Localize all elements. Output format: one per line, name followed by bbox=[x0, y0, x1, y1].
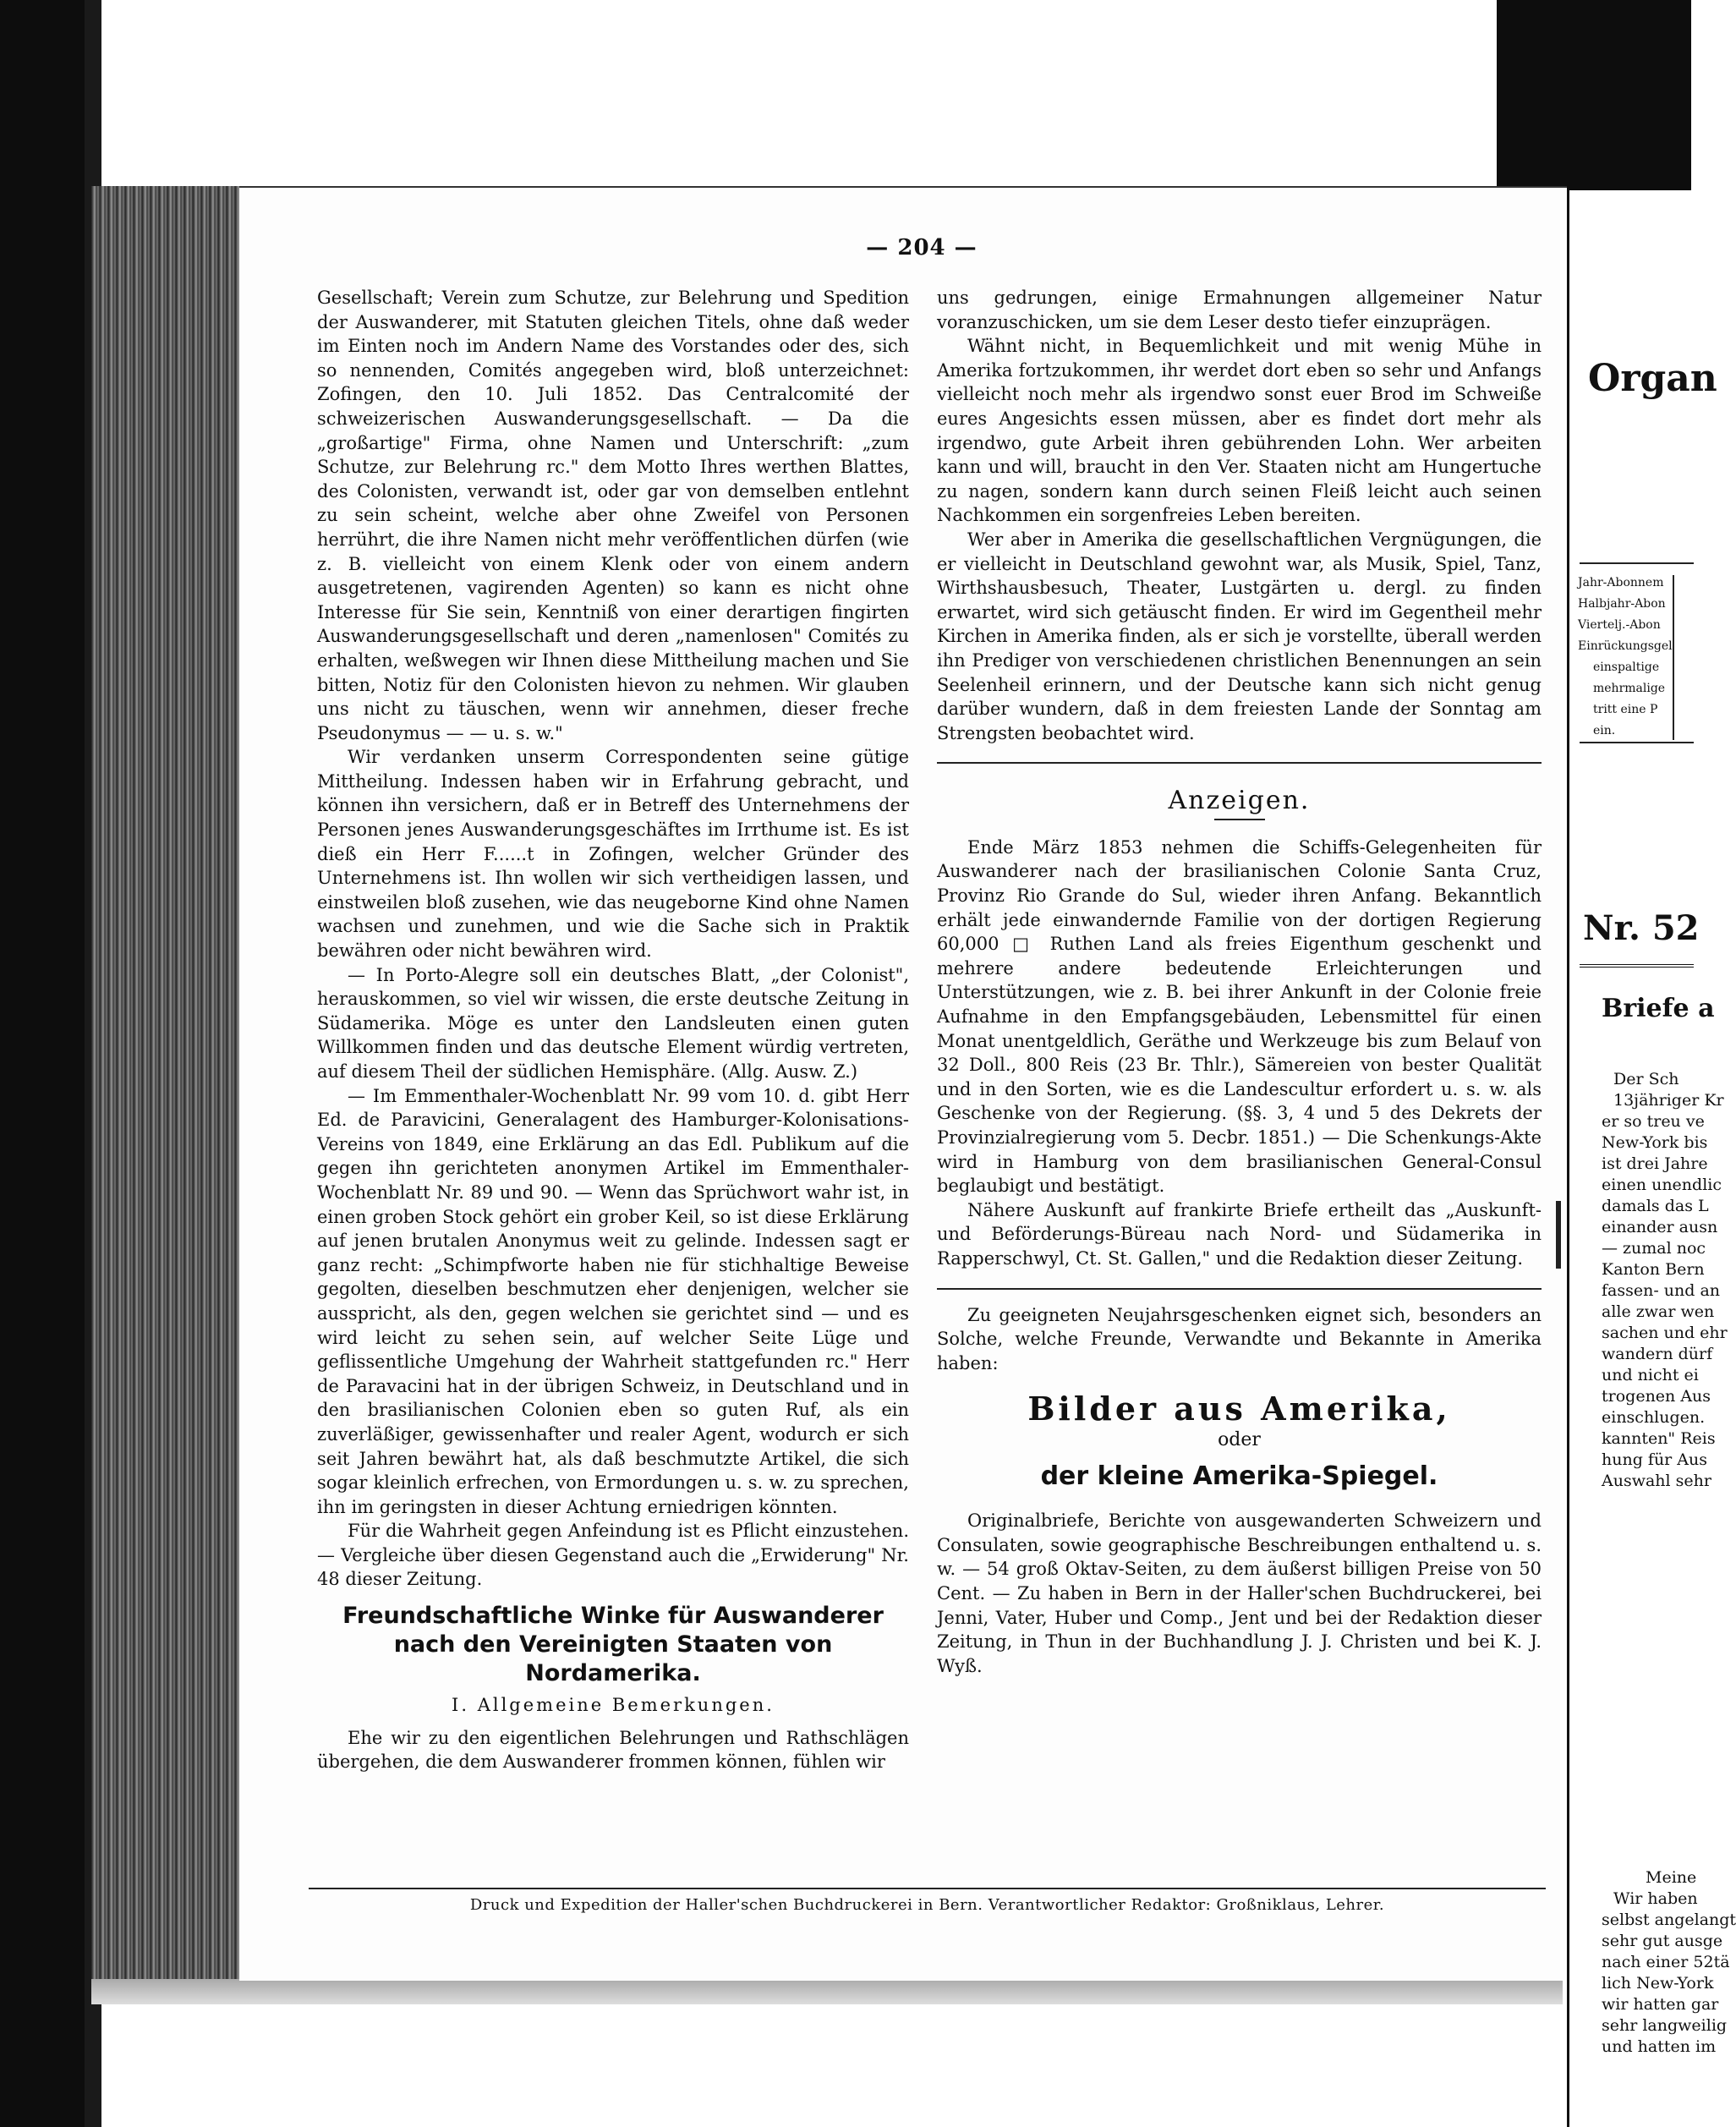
body-line: selbst angelangt bbox=[1602, 1910, 1736, 1929]
body-line: Wir haben bbox=[1613, 1889, 1698, 1908]
issue-divider bbox=[1580, 964, 1694, 968]
body-line: 13jähriger Kr bbox=[1613, 1091, 1724, 1110]
body-line: alle zwar wen bbox=[1602, 1302, 1715, 1321]
body-line: Auswahl sehr bbox=[1602, 1472, 1711, 1490]
scan-artifact bbox=[1556, 1201, 1561, 1269]
page-number: — 204 — bbox=[866, 235, 978, 260]
article-paragraph: — In Porto-Alegre soll ein deutsches Blatt, „der Colonist", herauskommen, so viel wir wissen, die erste deutsche Zeitung in Südamerika. Möge es unter den Landsleuten einen guten Willkommen finden und das deutsche Element würdig vertreten, auf diesem Theil der südlichen Hemisphäre. (Allg. Ausw. Z.) bbox=[317, 964, 909, 1082]
article-title-fragment: Briefe a bbox=[1602, 994, 1715, 1023]
book-description: Originalbriefe, Berichte von ausgewanderten Schweizern und Consulaten, sowie geographische Beschreibungen enthaltend u. s. w. — 54 groß Oktav-Seiten, zu dem äußerst billigen Preise von 50 Cent. — Zu haben in Bern in der Haller'schen Buchdruckerei, bei Jenni, Vater, Huber und Comp., Jent und bei der Redaktion dieser Zeitung, in Thun in der Buchhandlung J. J. Christen und bei K. J. Wyß. bbox=[937, 1510, 1542, 1676]
body-line: hung für Aus bbox=[1602, 1450, 1708, 1469]
article-heading: Freundschaftliche Winke für Auswanderer nach den Vereinigten Staaten von Nordamerika. bbox=[342, 1603, 884, 1687]
body-line: sehr langweilig bbox=[1602, 2016, 1728, 2035]
issue-number: Nr. 52 bbox=[1583, 908, 1700, 948]
footer-divider bbox=[309, 1888, 1546, 1889]
body-line: damals das L bbox=[1602, 1197, 1709, 1215]
price-line: Halbjahr-Abon bbox=[1578, 597, 1666, 611]
right-column bbox=[937, 286, 1542, 1678]
body-line: wandern dürf bbox=[1602, 1345, 1713, 1363]
scan-dark-margin bbox=[0, 0, 85, 2127]
section-divider bbox=[937, 1288, 1542, 1290]
left-column bbox=[317, 286, 909, 1774]
price-line: mehrmalige bbox=[1593, 682, 1666, 695]
article-paragraph: Wähnt nicht, in Bequemlichkeit und mit wenig Mühe in Amerika fortzukommen, ihr werdet dort eben so sehr und Anfangs vielleicht noch mehr als irgendwo sonst euer Brod im Schweiße eures Angesichts essen müssen, aber es findet dort mehr als irgendwo, gute Arbeit ihren gebührenden Lohn. Wer arbeiten kann und will, braucht in den Ver. Staaten nicht am Hungertuche zu nagen, sondern kann durch seinen Fleiß leicht auch seinen Nachkommen ein sorgenfreies Leben bereiten. bbox=[937, 336, 1542, 526]
price-table-line bbox=[1673, 575, 1674, 740]
advertisement-paragraph: Zu geeigneten Neujahrsgeschenken eignet sich, besonders an Solche, welche Freunde, Verwandte und Bekannte in Amerika haben: bbox=[937, 1304, 1542, 1373]
price-line: tritt eine P bbox=[1593, 703, 1658, 716]
advertisement-paragraph: Ende März 1853 nehmen die Schiffs-Gelegenheiten für Auswanderer nach der brasilianischen Colonie Santa Cruz, Provinz Rio Grande do Sul, wieder ihren Anfang. Bekanntlich erhält jede einwandernde Familie von der dortigen Regierung 60,000 □ Ruthen Land als freies Eigenthum geschenkt und mehrere andere bedeutende Erleichterungen und Unterstützungen, wie z. B. bei ihrer Ankunft in der Colonie freie Aufnahme in den Empfangsgebäuden, Lebensmittel für einen Monat unentgeldlich, Geräthe und Werkzeuge bis zum Belauf von 32 Doll., 800 Reis (23 Br. Thlr.), Sämereien von bester Qualität und in den Sorten, wie es die Landescultur erfordert u. s. w. als Geschenke von der Regierung. (§§. 3, 4 und 5 des Dekrets der Provinzialregierung vom 5. Decbr. 1851.) — Die Schenkungs-Akte wird in Hamburg von dem brasilianischen General-Consul beglaubigt und bestätigt. bbox=[937, 836, 1542, 1197]
price-line: Jahr-Abonnem bbox=[1578, 576, 1664, 589]
article-paragraph: Wer aber in Amerika die gesellschaftlichen Vergnügungen, die er vielleicht in Deutschland gewohnt war, als Musik, Spiel, Tanz, Wirthshausbesuch, Theater, Lustgärten u. dergl. zu finden erwartet, wird sich getäuscht finden. Er wird im Gegentheil mehr Kirchen in Amerika finden, als er sich je vorstellte, überall werden ihn Prediger von verschiedenen christlichen Benennungen an sein Seelenheil erinnern, und der Deutsche kann sich nicht genug darüber wundern, daß in dem freiesten Lande der Sonntag am Strengsten beobachtet wird. bbox=[937, 529, 1542, 743]
body-line: sehr gut ausge bbox=[1602, 1932, 1723, 1950]
adjacent-page bbox=[1567, 190, 1736, 2127]
body-line: fassen- und an bbox=[1602, 1281, 1721, 1300]
book-page-edges bbox=[91, 186, 242, 1996]
body-line: kannten" Reis bbox=[1602, 1429, 1716, 1448]
body-line: und nicht ei bbox=[1602, 1366, 1699, 1384]
body-line: Kanton Bern bbox=[1602, 1260, 1705, 1279]
body-line: ist drei Jahre bbox=[1602, 1154, 1708, 1173]
body-line: Meine bbox=[1646, 1868, 1697, 1887]
article-paragraph: Gesellschaft; Verein zum Schutze, zur Belehrung und Spedition der Auswanderer, mit Statuten gleichen Titels, ohne daß weder im Einten noch im Andern Name des Vorstandes oder des, sich so nennenden, Comités angegeben wird, bloß unterzeichnet: Zofingen, den 10. Juli 1852. Das Centralcomité der schweizerischen Auswanderungsgesellschaft. — Da die „großartige" Firma, ohne Namen und Unterschrift: „zum Schutze, zur Belehrung rc." dem Motto Ihres werthen Blattes, des Colonisten, verwandt ist, oder gar von demselben entlehnt zu sein scheint, welche aber ohne Zweifel von Personen herrührt, die ihre Namen nicht mehr veröffentlichen dürfen (wie z. B. vielleicht von einem Klenk oder von einem andern ausgetretenen, vagirenden Agenten) so kann es nicht ohne Interesse für Sie sein, Kenntniß von einer derartigen fingirten Auswanderungsgesellschaft und deren „namenlosen" Comités zu erhalten, weßwegen wir Ihnen diese Mittheilung machen und Sie bitten, Notiz für den Colonisten hievon zu nehmen. Wir glauben uns nicht zu täuschen, wenn wir annehmen, dieser freche Pseudonymus — — u. s. w." bbox=[317, 288, 909, 743]
title-underline bbox=[1214, 819, 1265, 820]
article-paragraph: — Im Emmenthaler-Wochenblatt Nr. 99 vom 10. d. gibt Herr Ed. de Paravicini, Generalagent des Hamburger-Kolonisations-Vereins von 1849, eine Erklärung an das Edl. Publikum auf die gegen ihn gerichteten anonymen Artikel im Emmenthaler-Wochenblatt Nr. 89 und 90. — Wenn das Sprüchwort wahr ist, in einen groben Stock gehört ein grober Keil, so ist diese Erklärung auf jenen brutalen Anonymus weit zu gelinde. Indessen sagt er ganz recht: „Schimpfworte haben nie für stichhaltige Beweise gegolten, dieselben beschmutzen eher denjenigen, welcher sie ausspricht, als den, gegen welchen sie gerichtet sind — und es wird leicht zu sehen sein, auf welcher Seite Lüge und geflissentliche Umgehung der Wahrheit stattgefunden rc." Herr de Paravacini hat in der übrigen Schweiz, in Deutschland und in den brasilianischen Colonien eben so guten Ruf, als ein zuverläßiger, gewissenhafter und realer Agent, wodurch er sich seit Jahren bewährt hat, als daß beschmutzte Artikel, die sich sogar kleinlich erfrechen, von Ermordungen u. s. w. zu sprechen, ihn im geringsten in dieser Achtung erniedrigen könnten. bbox=[317, 1085, 909, 1517]
body-line: wir hatten gar bbox=[1602, 1995, 1719, 2014]
imprint-footer: Druck und Expedition der Haller'schen Buchdruckerei in Bern. Verantwortlicher Redaktor: Großniklaus, Lehrer. bbox=[469, 1896, 1385, 1914]
section-divider bbox=[937, 762, 1542, 764]
masthead-fragment: Organ bbox=[1588, 357, 1717, 400]
price-line: einspaltige bbox=[1593, 661, 1660, 674]
advertisement-paragraph: Nähere Auskunft auf frankirte Briefe ertheilt das „Auskunft- und Beförderungs-Büreau nach Nord- und Südamerika in Rapperschwyl, Ct. St. Gallen," und die Redaktion dieser Zeitung. bbox=[937, 1199, 1542, 1269]
body-line: — zumal noc bbox=[1602, 1239, 1706, 1258]
book-subtitle: der kleine Amerika-Spiegel. bbox=[1040, 1461, 1438, 1491]
body-line: nach einer 52tä bbox=[1602, 1953, 1730, 1971]
price-line: ein. bbox=[1593, 724, 1616, 737]
body-line: lich New-York bbox=[1602, 1974, 1714, 1993]
book-oder: oder bbox=[1218, 1428, 1261, 1450]
body-line: trogenen Aus bbox=[1602, 1387, 1711, 1406]
book-title: Bilder aus Amerika, bbox=[1027, 1390, 1451, 1428]
body-line: sachen und ehr bbox=[1602, 1324, 1728, 1342]
price-line: Viertelj.-Abon bbox=[1578, 618, 1661, 632]
body-line: einander ausn bbox=[1602, 1218, 1718, 1236]
body-line: New-York bis bbox=[1602, 1133, 1708, 1152]
anzeigen-title: Anzeigen. bbox=[1168, 786, 1311, 816]
article-paragraph: uns gedrungen, einige Ermahnungen allgemeiner Natur voranzuschicken, um sie dem Leser desto tiefer einzuprägen. bbox=[937, 288, 1542, 332]
body-line: einen unendlic bbox=[1602, 1176, 1722, 1194]
price-divider bbox=[1580, 742, 1694, 743]
article-paragraph: Wir verdanken unserm Correspondenten seine gütige Mittheilung. Indessen haben wir in Erfahrung gebracht, und können ihn versichern, daß er in Betreff des Unternehmens der Personen jenes Auswanderungsgeschäftes im Irrthume ist. Es ist dieß ein Herr F......t in Zofingen, welcher Gründer des Unternehmens ist. Ihn wollen wir sich vertheidigen lassen, und einstweilen bloß zusehen, wie das neugeborne Kind ohne Namen wachsen und zunehmen, und wie die Sache sich in Praktik bewähren oder nicht bewähren wird. bbox=[317, 747, 909, 962]
page-bottom-shadow bbox=[91, 1979, 1563, 2004]
body-line: einschlugen. bbox=[1602, 1408, 1706, 1427]
scan-dark-corner bbox=[1497, 0, 1691, 190]
article-subheading: I. Allgemeine Bemerkungen. bbox=[452, 1695, 775, 1716]
masthead-divider bbox=[1580, 562, 1694, 564]
body-line: Der Sch bbox=[1613, 1070, 1679, 1088]
body-line: und hatten im bbox=[1602, 2037, 1717, 2056]
body-line: er so treu ve bbox=[1602, 1112, 1705, 1131]
scan-background bbox=[0, 0, 1691, 195]
article-paragraph: Ehe wir zu den eigentlichen Belehrungen und Rathschlägen übergehen, die dem Auswanderer frommen können, fühlen wir bbox=[317, 1727, 909, 1773]
price-line: Einrückungsgel bbox=[1578, 639, 1673, 653]
article-paragraph: Für die Wahrheit gegen Anfeindung ist es Pflicht einzustehen. — Vergleiche über diesen Gegenstand auch die „Erwiderung" Nr. 48 dieser Zeitung. bbox=[317, 1521, 909, 1590]
